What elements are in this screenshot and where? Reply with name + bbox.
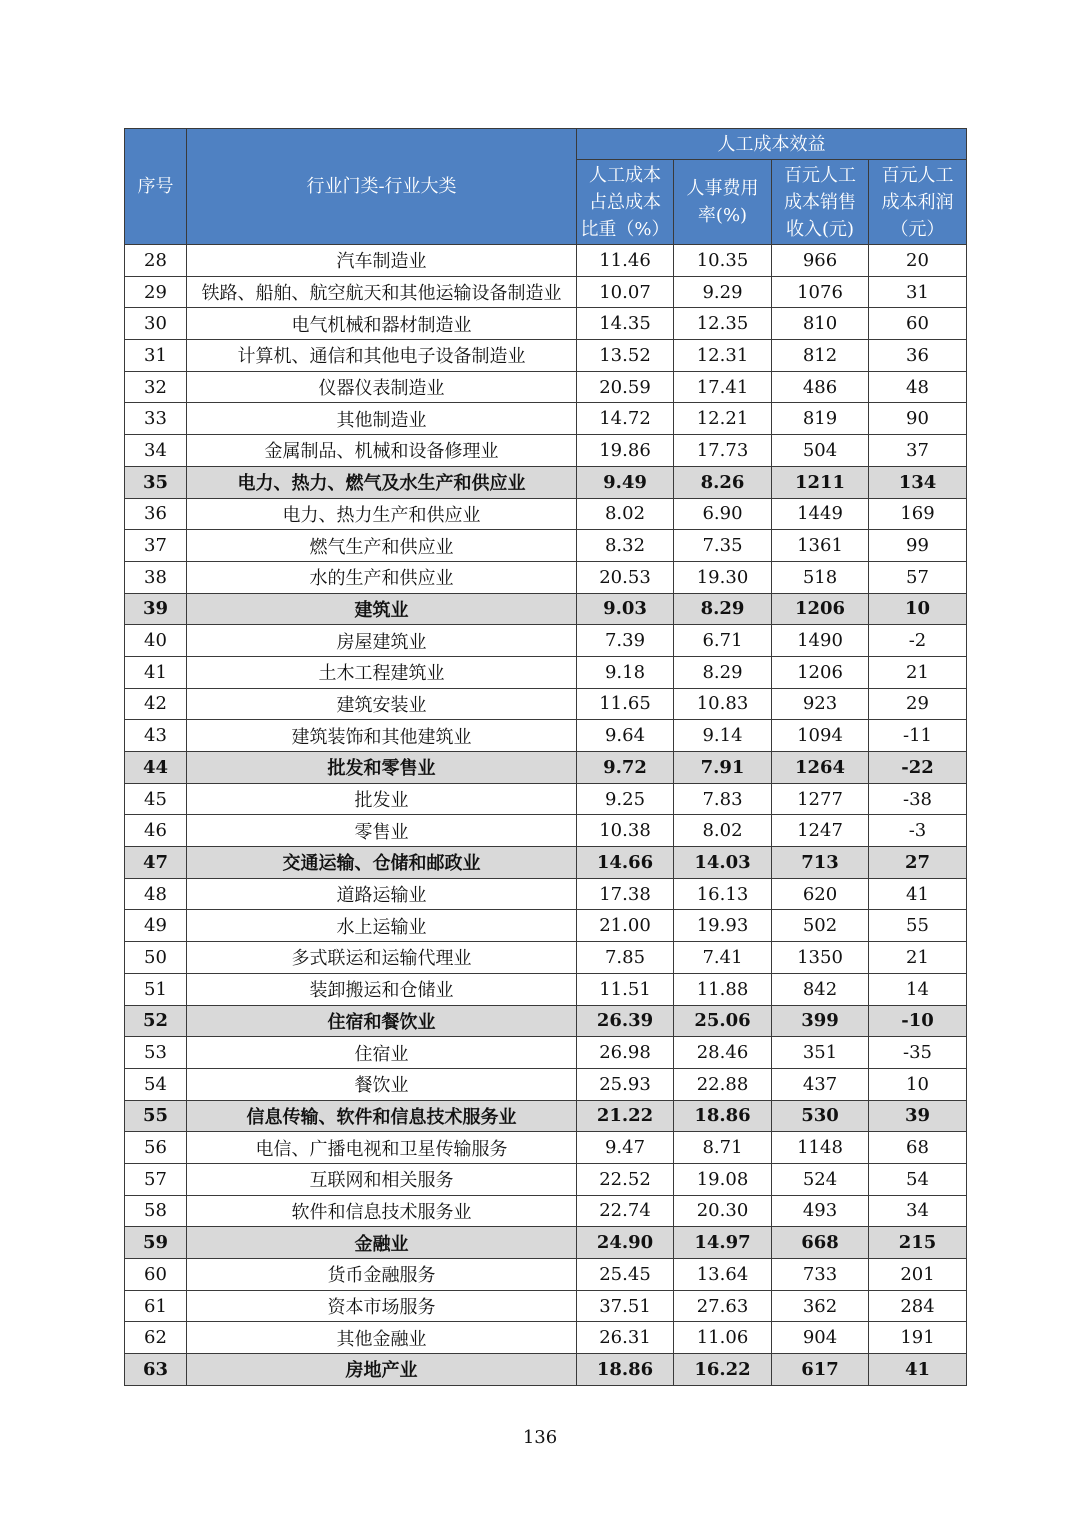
cell-sales-per-100-labor-cost: 617: [772, 1354, 869, 1386]
table-row-section: [125, 466, 967, 498]
table-row: [125, 973, 967, 1005]
table-row: [125, 815, 967, 847]
cell-profit-per-100-labor-cost: 29: [869, 688, 967, 720]
cell-profit-per-100-labor-cost: 10: [869, 593, 967, 625]
table-row: [125, 656, 967, 688]
cell-sales-per-100-labor-cost: 1076: [772, 276, 869, 308]
cell-personnel-expense-rate: 12.35: [674, 308, 772, 340]
cell-industry-name: 土木工程建筑业: [187, 656, 577, 688]
cell-labor-cost-share: 11.65: [577, 688, 674, 720]
cell-personnel-expense-rate: 17.73: [674, 435, 772, 467]
cell-sales-per-100-labor-cost: 810: [772, 308, 869, 340]
cell-seq: 42: [125, 688, 187, 720]
cell-sales-per-100-labor-cost: 1206: [772, 593, 869, 625]
cell-profit-per-100-labor-cost: 31: [869, 276, 967, 308]
cell-sales-per-100-labor-cost: 966: [772, 245, 869, 277]
cell-profit-per-100-labor-cost: 34: [869, 1195, 967, 1227]
cell-sales-per-100-labor-cost: 437: [772, 1068, 869, 1100]
cell-industry-name: 道路运输业: [187, 878, 577, 910]
cell-personnel-expense-rate: 13.64: [674, 1259, 772, 1291]
cell-labor-cost-share: 22.52: [577, 1163, 674, 1195]
cell-profit-per-100-labor-cost: 54: [869, 1163, 967, 1195]
cell-personnel-expense-rate: 7.35: [674, 530, 772, 562]
cell-profit-per-100-labor-cost: -38: [869, 783, 967, 815]
header-personnel-expense-rate-label: 人事费用 率(%): [686, 178, 759, 226]
cell-labor-cost-share: 19.86: [577, 435, 674, 467]
cell-seq: 60: [125, 1259, 187, 1291]
cell-industry-name: 资本市场服务: [187, 1290, 577, 1322]
cell-industry-name: 汽车制造业: [187, 245, 577, 277]
cell-labor-cost-share: 9.18: [577, 656, 674, 688]
cell-sales-per-100-labor-cost: 923: [772, 688, 869, 720]
cell-sales-per-100-labor-cost: 502: [772, 910, 869, 942]
cell-sales-per-100-labor-cost: 1277: [772, 783, 869, 815]
cell-seq: 34: [125, 435, 187, 467]
cell-industry-name: 金融业: [187, 1227, 577, 1259]
cell-seq: 61: [125, 1290, 187, 1322]
cell-labor-cost-share: 9.49: [577, 466, 674, 498]
table-row: [125, 720, 967, 752]
cell-sales-per-100-labor-cost: 1211: [772, 466, 869, 498]
cell-profit-per-100-labor-cost: 134: [869, 466, 967, 498]
cell-sales-per-100-labor-cost: 493: [772, 1195, 869, 1227]
cell-personnel-expense-rate: 16.22: [674, 1354, 772, 1386]
cell-labor-cost-share: 10.07: [577, 276, 674, 308]
table-row: [125, 1259, 967, 1291]
cell-seq: 37: [125, 530, 187, 562]
cell-seq: 36: [125, 498, 187, 530]
table-row: [125, 276, 967, 308]
cell-industry-name: 水上运输业: [187, 910, 577, 942]
cell-personnel-expense-rate: 19.93: [674, 910, 772, 942]
cell-profit-per-100-labor-cost: 55: [869, 910, 967, 942]
cell-profit-per-100-labor-cost: -10: [869, 1005, 967, 1037]
cell-industry-name: 批发业: [187, 783, 577, 815]
cell-industry-name: 金属制品、机械和设备修理业: [187, 435, 577, 467]
cell-industry-name: 建筑业: [187, 593, 577, 625]
cell-seq: 58: [125, 1195, 187, 1227]
cell-sales-per-100-labor-cost: 530: [772, 1100, 869, 1132]
cell-industry-name: 互联网和相关服务: [187, 1163, 577, 1195]
cell-personnel-expense-rate: 10.83: [674, 688, 772, 720]
cell-sales-per-100-labor-cost: 399: [772, 1005, 869, 1037]
cell-profit-per-100-labor-cost: 215: [869, 1227, 967, 1259]
cell-labor-cost-share: 21.00: [577, 910, 674, 942]
cell-seq: 38: [125, 561, 187, 593]
cell-personnel-expense-rate: 6.90: [674, 498, 772, 530]
cell-personnel-expense-rate: 18.86: [674, 1100, 772, 1132]
cell-sales-per-100-labor-cost: 1247: [772, 815, 869, 847]
cell-profit-per-100-labor-cost: 36: [869, 340, 967, 372]
cell-industry-name: 铁路、船舶、航空航天和其他运输设备制造业: [187, 276, 577, 308]
cell-personnel-expense-rate: 19.30: [674, 561, 772, 593]
cell-labor-cost-share: 14.72: [577, 403, 674, 435]
cell-profit-per-100-labor-cost: 99: [869, 530, 967, 562]
cell-profit-per-100-labor-cost: 10: [869, 1068, 967, 1100]
cell-seq: 30: [125, 308, 187, 340]
cell-seq: 29: [125, 276, 187, 308]
cell-profit-per-100-labor-cost: 201: [869, 1259, 967, 1291]
cell-labor-cost-share: 9.72: [577, 752, 674, 784]
cell-personnel-expense-rate: 19.08: [674, 1163, 772, 1195]
header-profit-per-100-labor-cost-label: 百元人工 成本利润 （元）: [881, 164, 954, 240]
cell-labor-cost-share: 14.66: [577, 847, 674, 879]
cell-industry-name: 交通运输、仓储和邮政业: [187, 847, 577, 879]
cell-seq: 39: [125, 593, 187, 625]
table-row: [125, 910, 967, 942]
cell-seq: 62: [125, 1322, 187, 1354]
cell-personnel-expense-rate: 11.88: [674, 973, 772, 1005]
cell-sales-per-100-labor-cost: 524: [772, 1163, 869, 1195]
cell-profit-per-100-labor-cost: -35: [869, 1037, 967, 1069]
cell-seq: 40: [125, 625, 187, 657]
cell-profit-per-100-labor-cost: 20: [869, 245, 967, 277]
cell-seq: 43: [125, 720, 187, 752]
table-row-section: [125, 1227, 967, 1259]
cell-labor-cost-share: 37.51: [577, 1290, 674, 1322]
cell-seq: 45: [125, 783, 187, 815]
table-row: [125, 1068, 967, 1100]
table-row-section: [125, 1100, 967, 1132]
cell-seq: 41: [125, 656, 187, 688]
cell-personnel-expense-rate: 8.29: [674, 593, 772, 625]
cell-seq: 50: [125, 942, 187, 974]
table-row: [125, 498, 967, 530]
cell-personnel-expense-rate: 12.31: [674, 340, 772, 372]
cell-sales-per-100-labor-cost: 1264: [772, 752, 869, 784]
cell-industry-name: 软件和信息技术服务业: [187, 1195, 577, 1227]
cell-seq: 54: [125, 1068, 187, 1100]
cell-labor-cost-share: 8.02: [577, 498, 674, 530]
cell-profit-per-100-labor-cost: 169: [869, 498, 967, 530]
cell-seq: 51: [125, 973, 187, 1005]
table-row-section: [125, 1354, 967, 1386]
table-row: [125, 1037, 967, 1069]
cell-personnel-expense-rate: 7.91: [674, 752, 772, 784]
table-row: [125, 625, 967, 657]
cell-labor-cost-share: 8.32: [577, 530, 674, 562]
cell-industry-name: 零售业: [187, 815, 577, 847]
cell-sales-per-100-labor-cost: 1350: [772, 942, 869, 974]
cell-industry-name: 多式联运和运输代理业: [187, 942, 577, 974]
cell-personnel-expense-rate: 9.14: [674, 720, 772, 752]
cell-sales-per-100-labor-cost: 504: [772, 435, 869, 467]
cell-industry-name: 其他制造业: [187, 403, 577, 435]
table-row: [125, 340, 967, 372]
cell-labor-cost-share: 26.31: [577, 1322, 674, 1354]
cell-personnel-expense-rate: 7.41: [674, 942, 772, 974]
cell-personnel-expense-rate: 17.41: [674, 371, 772, 403]
cell-industry-name: 其他金融业: [187, 1322, 577, 1354]
cell-seq: 32: [125, 371, 187, 403]
cell-industry-name: 房屋建筑业: [187, 625, 577, 657]
cell-industry-name: 住宿和餐饮业: [187, 1005, 577, 1037]
header-profit-per-100-labor-cost: [869, 160, 967, 245]
cell-sales-per-100-labor-cost: 904: [772, 1322, 869, 1354]
cell-sales-per-100-labor-cost: 819: [772, 403, 869, 435]
cell-labor-cost-share: 20.53: [577, 561, 674, 593]
cell-industry-name: 电力、热力、燃气及水生产和供应业: [187, 466, 577, 498]
cell-seq: 52: [125, 1005, 187, 1037]
table-row-section: [125, 1005, 967, 1037]
cell-labor-cost-share: 18.86: [577, 1354, 674, 1386]
cell-profit-per-100-labor-cost: 191: [869, 1322, 967, 1354]
cell-labor-cost-share: 24.90: [577, 1227, 674, 1259]
cell-labor-cost-share: 9.03: [577, 593, 674, 625]
cell-labor-cost-share: 9.64: [577, 720, 674, 752]
cell-labor-cost-share: 26.98: [577, 1037, 674, 1069]
cell-seq: 59: [125, 1227, 187, 1259]
cell-sales-per-100-labor-cost: 713: [772, 847, 869, 879]
cell-personnel-expense-rate: 20.30: [674, 1195, 772, 1227]
cell-labor-cost-share: 25.45: [577, 1259, 674, 1291]
cell-industry-name: 水的生产和供应业: [187, 561, 577, 593]
cell-industry-name: 批发和零售业: [187, 752, 577, 784]
cell-personnel-expense-rate: 8.29: [674, 656, 772, 688]
page-number: 136: [522, 1427, 558, 1448]
cell-profit-per-100-labor-cost: 68: [869, 1132, 967, 1164]
table-row: [125, 942, 967, 974]
cell-industry-name: 计算机、通信和其他电子设备制造业: [187, 340, 577, 372]
cell-seq: 63: [125, 1354, 187, 1386]
cell-sales-per-100-labor-cost: 351: [772, 1037, 869, 1069]
cell-labor-cost-share: 10.38: [577, 815, 674, 847]
table-row-section: [125, 847, 967, 879]
cell-personnel-expense-rate: 28.46: [674, 1037, 772, 1069]
cell-personnel-expense-rate: 8.71: [674, 1132, 772, 1164]
cell-profit-per-100-labor-cost: 39: [869, 1100, 967, 1132]
cell-labor-cost-share: 21.22: [577, 1100, 674, 1132]
cell-seq: 49: [125, 910, 187, 942]
cell-industry-name: 住宿业: [187, 1037, 577, 1069]
cell-seq: 44: [125, 752, 187, 784]
cell-labor-cost-share: 26.39: [577, 1005, 674, 1037]
cell-profit-per-100-labor-cost: 21: [869, 942, 967, 974]
cell-personnel-expense-rate: 7.83: [674, 783, 772, 815]
cell-profit-per-100-labor-cost: -22: [869, 752, 967, 784]
table-row: [125, 530, 967, 562]
table-row: [125, 878, 967, 910]
cell-profit-per-100-labor-cost: 48: [869, 371, 967, 403]
header-group-labor-cost-efficiency: 人工成本效益: [577, 129, 967, 160]
cell-industry-name: 仪器仪表制造业: [187, 371, 577, 403]
cell-labor-cost-share: 9.25: [577, 783, 674, 815]
cell-sales-per-100-labor-cost: 1148: [772, 1132, 869, 1164]
cell-profit-per-100-labor-cost: 14: [869, 973, 967, 1005]
cell-profit-per-100-labor-cost: 60: [869, 308, 967, 340]
cell-profit-per-100-labor-cost: -2: [869, 625, 967, 657]
cell-personnel-expense-rate: 22.88: [674, 1068, 772, 1100]
cell-profit-per-100-labor-cost: -3: [869, 815, 967, 847]
cell-profit-per-100-labor-cost: 90: [869, 403, 967, 435]
cell-personnel-expense-rate: 12.21: [674, 403, 772, 435]
cell-industry-name: 餐饮业: [187, 1068, 577, 1100]
cell-seq: 46: [125, 815, 187, 847]
cell-industry-name: 燃气生产和供应业: [187, 530, 577, 562]
cell-profit-per-100-labor-cost: 27: [869, 847, 967, 879]
table-row: [125, 1132, 967, 1164]
header-industry: 行业门类-行业大类: [187, 129, 577, 245]
table-row: [125, 1195, 967, 1227]
header-sales-per-100-labor-cost: [772, 160, 869, 245]
cell-industry-name: 电信、广播电视和卫星传输服务: [187, 1132, 577, 1164]
cell-profit-per-100-labor-cost: 37: [869, 435, 967, 467]
cell-labor-cost-share: 11.51: [577, 973, 674, 1005]
header-labor-cost-share-label: 人工成本 占总成本 比重（%）: [580, 164, 670, 240]
table-row: [125, 245, 967, 277]
cell-industry-name: 电气机械和器材制造业: [187, 308, 577, 340]
table-row: [125, 435, 967, 467]
cell-labor-cost-share: 20.59: [577, 371, 674, 403]
table-row: [125, 308, 967, 340]
cell-personnel-expense-rate: 8.26: [674, 466, 772, 498]
table-row: [125, 688, 967, 720]
cell-sales-per-100-labor-cost: 620: [772, 878, 869, 910]
cell-personnel-expense-rate: 27.63: [674, 1290, 772, 1322]
cell-industry-name: 信息传输、软件和信息技术服务业: [187, 1100, 577, 1132]
cell-labor-cost-share: 22.74: [577, 1195, 674, 1227]
cell-industry-name: 电力、热力生产和供应业: [187, 498, 577, 530]
cell-sales-per-100-labor-cost: 842: [772, 973, 869, 1005]
cell-sales-per-100-labor-cost: 1361: [772, 530, 869, 562]
cell-sales-per-100-labor-cost: 812: [772, 340, 869, 372]
cell-sales-per-100-labor-cost: 486: [772, 371, 869, 403]
cell-personnel-expense-rate: 6.71: [674, 625, 772, 657]
header-personnel-expense-rate: [674, 160, 772, 245]
table-row: [125, 403, 967, 435]
cell-profit-per-100-labor-cost: -11: [869, 720, 967, 752]
cell-personnel-expense-rate: 14.03: [674, 847, 772, 879]
cell-profit-per-100-labor-cost: 284: [869, 1290, 967, 1322]
table-body: [125, 245, 967, 1386]
cell-profit-per-100-labor-cost: 21: [869, 656, 967, 688]
cell-seq: 47: [125, 847, 187, 879]
cell-seq: 57: [125, 1163, 187, 1195]
table-row-section: [125, 752, 967, 784]
table-header: [125, 129, 967, 245]
cell-industry-name: 房地产业: [187, 1354, 577, 1386]
industry-labor-cost-table: [124, 128, 967, 1386]
cell-profit-per-100-labor-cost: 41: [869, 1354, 967, 1386]
cell-industry-name: 建筑装饰和其他建筑业: [187, 720, 577, 752]
cell-seq: 35: [125, 466, 187, 498]
cell-seq: 55: [125, 1100, 187, 1132]
cell-labor-cost-share: 7.39: [577, 625, 674, 657]
cell-sales-per-100-labor-cost: 1449: [772, 498, 869, 530]
header-seq: 序号: [125, 129, 187, 245]
cell-personnel-expense-rate: 10.35: [674, 245, 772, 277]
cell-seq: 28: [125, 245, 187, 277]
table-row-section: [125, 593, 967, 625]
cell-labor-cost-share: 11.46: [577, 245, 674, 277]
cell-sales-per-100-labor-cost: 668: [772, 1227, 869, 1259]
cell-labor-cost-share: 9.47: [577, 1132, 674, 1164]
cell-labor-cost-share: 13.52: [577, 340, 674, 372]
cell-labor-cost-share: 25.93: [577, 1068, 674, 1100]
cell-seq: 53: [125, 1037, 187, 1069]
cell-seq: 33: [125, 403, 187, 435]
table-row: [125, 1163, 967, 1195]
cell-sales-per-100-labor-cost: 362: [772, 1290, 869, 1322]
cell-labor-cost-share: 14.35: [577, 308, 674, 340]
cell-industry-name: 货币金融服务: [187, 1259, 577, 1291]
header-sales-per-100-labor-cost-label: 百元人工 成本销售 收入(元): [784, 164, 856, 240]
cell-industry-name: 建筑安装业: [187, 688, 577, 720]
header-labor-cost-share: [577, 160, 674, 245]
cell-industry-name: 装卸搬运和仓储业: [187, 973, 577, 1005]
table-row: [125, 1290, 967, 1322]
cell-sales-per-100-labor-cost: 1094: [772, 720, 869, 752]
cell-personnel-expense-rate: 11.06: [674, 1322, 772, 1354]
cell-labor-cost-share: 7.85: [577, 942, 674, 974]
cell-profit-per-100-labor-cost: 41: [869, 878, 967, 910]
cell-sales-per-100-labor-cost: 1490: [772, 625, 869, 657]
cell-personnel-expense-rate: 16.13: [674, 878, 772, 910]
cell-seq: 56: [125, 1132, 187, 1164]
cell-seq: 31: [125, 340, 187, 372]
cell-personnel-expense-rate: 14.97: [674, 1227, 772, 1259]
cell-sales-per-100-labor-cost: 1206: [772, 656, 869, 688]
table-row: [125, 371, 967, 403]
table-row: [125, 1322, 967, 1354]
cell-sales-per-100-labor-cost: 733: [772, 1259, 869, 1291]
table-row: [125, 783, 967, 815]
cell-personnel-expense-rate: 25.06: [674, 1005, 772, 1037]
cell-sales-per-100-labor-cost: 518: [772, 561, 869, 593]
cell-personnel-expense-rate: 9.29: [674, 276, 772, 308]
cell-profit-per-100-labor-cost: 57: [869, 561, 967, 593]
cell-personnel-expense-rate: 8.02: [674, 815, 772, 847]
table-row: [125, 561, 967, 593]
cell-labor-cost-share: 17.38: [577, 878, 674, 910]
cell-seq: 48: [125, 878, 187, 910]
